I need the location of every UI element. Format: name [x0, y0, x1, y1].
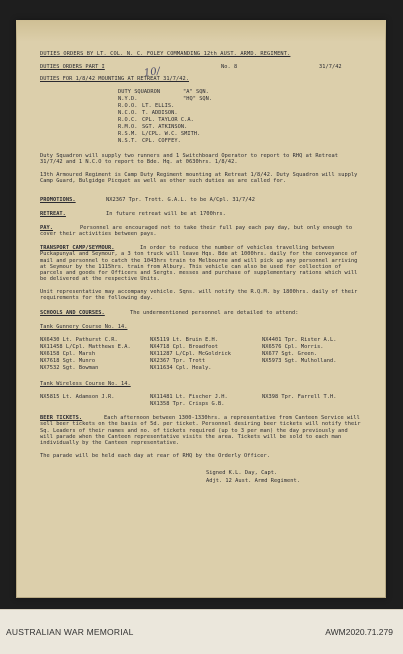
list-item: NX677 Sgt. Green. [262, 351, 318, 357]
duty-assignee: LT. ELLIS. [142, 103, 175, 109]
duty-role: N.Y.D. [118, 96, 138, 102]
pay-label: PAY. [40, 225, 53, 231]
archive-footer [0, 609, 403, 654]
list-item: NX2367 Tpr. Trott [150, 358, 206, 364]
transport-text-2: Unit representative may accompany vehicle. Sqns. will notify the R.Q.M. by 1800hrs. daily of their requirements for the following day. [40, 289, 358, 302]
list-item: NX11481 Lt. Fischer J.H. [150, 394, 228, 400]
schools-text: The undermentioned personnel are detailed to attend: [130, 310, 299, 316]
duty-role: R.O.O. [118, 103, 138, 109]
list-item: NX5119 Lt. Bruin E.H. [150, 337, 219, 343]
list-item: NX7532 Sgt. Bowman [40, 365, 99, 371]
camp-duty-paragraph: 13th Armoured Regiment is Camp Duty Regiment mounting at Retreat 1/8/42. Duty Squadron will supply Camp Guard, Bulgidge Picquet as well as other such duties as are called for. [40, 172, 358, 185]
retreat-label: RETREAT. [40, 211, 66, 217]
beer-tickets-label: BEER TICKETS. [40, 415, 83, 421]
document-title: DUTIES ORDERS BY LT. COL. N. C. FOLEY COMMANDING 12th AUST. ARMD. REGIMENT. [40, 51, 291, 57]
list-item: NX6158 Cpl. Marsh [40, 351, 96, 357]
duty-assignee: T. ADDISON. [142, 110, 178, 116]
signature-line: Signed K.L. Day, Capt. [206, 470, 278, 476]
duties-heading: DUTIES FOR 1/8/42 MOUNTING AT RETREAT 31/7/42. [40, 76, 189, 82]
schools-label: SCHOOLS AND COURSES. [40, 310, 105, 316]
list-item: NX11458 L/Cpl. Matthews E.A. [40, 344, 131, 350]
wireless-course-title: Tank Wireless Course No. 14. [40, 381, 131, 387]
duty-role: R.M.O. [118, 124, 138, 130]
duty-role: R.O.C. [118, 117, 138, 123]
list-item: NX7618 Sgt. Munro [40, 358, 96, 364]
list-item: NX5973 Sgt. Mulholland. [262, 358, 337, 364]
duty-role: N.C.O. [118, 110, 138, 116]
list-item: NX6430 Lt. Pathurst C.R. [40, 337, 118, 343]
duty-squadron-paragraph: Duty Squadron will supply two runners and 1 Switchboard Operator to report to RHQ at Retreat 31/7/42 and 1 N.C.O to report to Bde. Hq. at 0630hrs. 1/8/42. [40, 153, 338, 166]
duty-role: R.S.M. [118, 131, 138, 137]
adjutant-title: Adjt. 12 Aust. Armd Regiment. [206, 478, 300, 484]
beer-tickets-text: Each afternoon between 1300-1330hrs. a representative from Canteen Service will sell beer tickets on the basis of 5d. per ticket. Personnel desiring beer tickets will notify their Sq. Leaders of their names and no. of tickets required (up to 3 per man) the day previously and will parade when the Canteen representative visits the area. Tickets will be sold to each man individually by the Canteen representative. [40, 415, 361, 447]
list-item: NX398 Tpr. Farrell T.H. [262, 394, 337, 400]
duty-assignee: L/CPL. W.C. SMITH. [142, 131, 201, 137]
gunnery-course-title: Tank Gunnery Course No. 14. [40, 324, 128, 330]
list-item: NX1358 Tpr. Crisps G.B. [150, 401, 225, 407]
promotions-label: PROMOTIONS. [40, 197, 76, 203]
list-item: NX11634 Cpl. Healy. [150, 365, 212, 371]
part-number: No. 8 [221, 64, 238, 70]
pay-text: Personnel are encouraged not to take their full pay each pay day, but only enough to cover their activities between pays. [40, 225, 353, 238]
duty-assignee: SGT. ATKINSON. [142, 124, 188, 130]
document-sheet [16, 20, 386, 598]
list-item: NX6576 Cpl. Morris. [262, 344, 324, 350]
list-item: NX4718 Cpl. Broadfoot [150, 344, 219, 350]
duty-role: N.S.T. [118, 138, 138, 144]
transport-text: In order to reduce the number of vehicles travelling between Puckapunyal and Seymour, a 3 ton truck will leave Hqs. Bde at 1000hrs. daily for the conveyance of mail and personnel to catch the 1043hrs train to Melbourne and will pick up any personnel arriving at Seymour by the 1115hrs. train from Albury. This vehicle can also be used for collection of parcels and goods for Officers and Sergts. messes and purchase of supplementary rations which will be delivered at the respective Units. [40, 245, 358, 283]
retreat-text: In future retreat will be at 1700hrs. [106, 211, 226, 217]
part-heading: DUTIES ORDERS PART I [40, 64, 105, 70]
duty-assignee: "HQ" SQN. [183, 96, 213, 102]
document-date: 31/7/42 [319, 64, 342, 70]
transport-label: TRANSPORT CAMP/SEYMOUR. [40, 245, 115, 251]
institution-name: AUSTRALIAN WAR MEMORIAL [6, 627, 134, 637]
duty-role: DUTY SQUADRON [118, 89, 161, 95]
reference-number: AWM2020.71.279 [325, 627, 393, 637]
duty-assignee: CPL. TAYLOR C.A. [142, 117, 194, 123]
list-item: NX5815 Lt. Adamson J.R. [40, 394, 115, 400]
duty-assignee: CPL. COFFEY. [142, 138, 181, 144]
handwritten-annotation: 10/ [143, 65, 161, 80]
duty-assignee: "A" SQN. [183, 89, 209, 95]
promotions-text: NX2367 Tpr. Trott. G.A.L. to be A/Cpl. 31/7/42 [106, 197, 255, 203]
beer-tickets-text-2: The parade will be held each day at rear of RHQ by the Orderly Officer. [40, 453, 270, 459]
list-item: NX4401 Tpr. Rister A.L. [262, 337, 337, 343]
list-item: NX11287 L/Cpl. McGoldrick [150, 351, 231, 357]
